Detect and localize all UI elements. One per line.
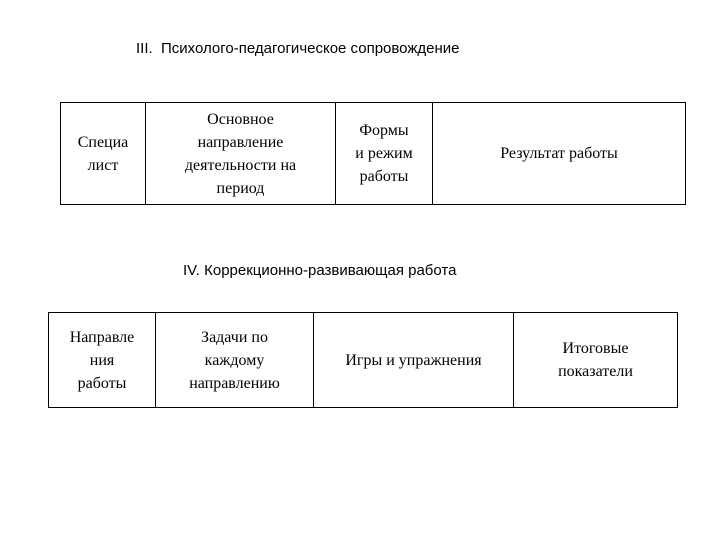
section-3-title: III. Психолого-педагогическое сопровождение <box>136 40 460 57</box>
section-3-table <box>60 102 686 205</box>
column-header-forms-mode: Формы и режим работы <box>336 103 433 205</box>
column-header-games-exercises: Игры и упражнения <box>314 313 514 408</box>
column-header-tasks: Задачи по каждому направлению <box>156 313 314 408</box>
column-header-work-result: Результат работы <box>433 103 686 205</box>
column-header-work-directions: Направле ния работы <box>49 313 156 408</box>
section-4-table <box>48 312 678 408</box>
column-header-main-direction: Основное направление деятельности на период <box>146 103 336 205</box>
table-row <box>61 103 686 205</box>
section-4-title: IV. Коррекционно-развивающая работа <box>183 262 457 279</box>
column-header-final-indicators: Итоговые показатели <box>514 313 678 408</box>
column-header-specialist: Специа лист <box>61 103 146 205</box>
table-row <box>49 313 678 408</box>
